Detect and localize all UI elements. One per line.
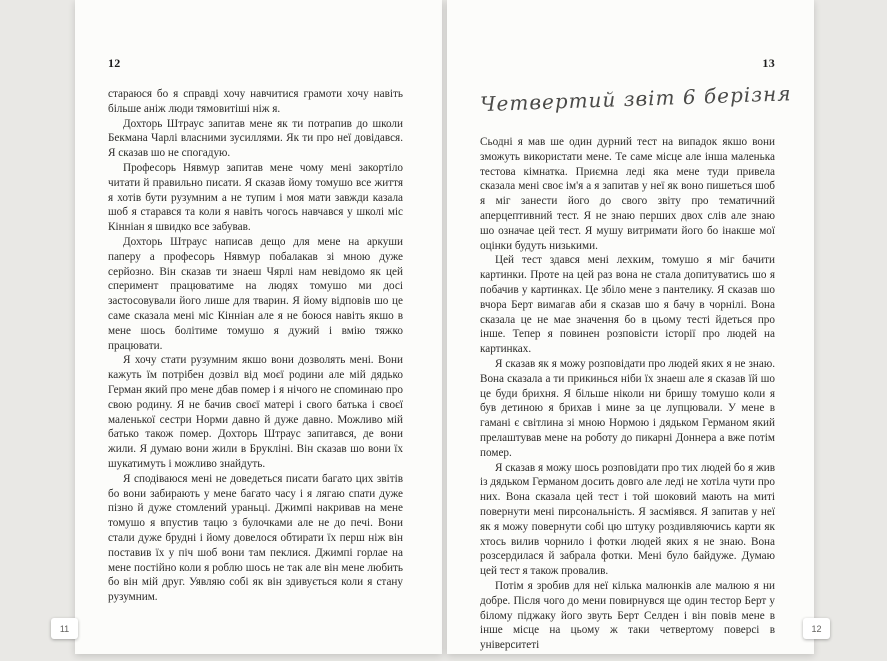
chapter-title: Четвертий звіт 6 берізня	[479, 81, 792, 117]
page-badge-left: 11	[51, 618, 78, 639]
page-right-body	[480, 135, 775, 653]
paragraph: Дохторь Штраус написав дещо для мене на аркуши паперу а професорь Нявмур побалакав зі мною дуже серйозно. Він сказав ти знаеш Чярлі нам невідомо як цей сперимент працюватиме на людях томушо ми досі застосовували його лише для тварин. Я йому відповів шо це саме сказала мені міс Кінніан але я не боюся навіть якшо в мене шось болітиме томушо я дужий і вмію тяжко працювати.	[108, 235, 403, 352]
paragraph: Потім я зробив для неї кілька малюнків але малюю я ни добре. Після чого до мени повирнувся ще один тестор Берт у білому піджаку його звуть Берт Селден і він повів мене в інше місце на цьому ж таки четвертому поверсі в університеті	[480, 579, 775, 652]
page-right[interactable]	[447, 0, 814, 654]
page-badge-right: 12	[803, 618, 830, 639]
page-left[interactable]	[75, 0, 442, 654]
paragraph: Професорь Нявмур запитав мене чому мені закортіло читати й правильно писати. Я сказав йому томушо все життя я хотів бути рузумним а не тупим і моя мати завжди казала шоб я старався та коли я навіть чогось навчався у школі міс Кінніан я швидко все забував.	[108, 161, 403, 234]
paragraph: Цей тест здався мені лехким, томушо я міг бачити картинки. Проте на цей раз вона не стала допитуватись шо я побачив у картинках. Це збіло мене з пантелику. Я сказав шо вчора Берт вимагав аби я сказав шо я бачу в чорнілі. Вона сказала це не мае значення бо в цьому тесті йдеться про інше. Тепер я повинен розповісти історії про людей на картинках.	[480, 254, 775, 356]
page-number-top-left: 12	[108, 56, 121, 70]
paragraph: Дохторь Штраус запитав мене як ти потрапив до школи Бекмана Чарлі власними зусиллями. Як ти про неї довідався. Я сказав шо не спогадую.	[108, 117, 403, 160]
paragraph: Я сподіваюся мені не доведеться писати багато цих звітів бо вони забирають у мене багато часу і я лягаю спати дуже пізно й дуже стомлений ураньці. Джимпі накривав на мене томушо я впустив тацю з булочками але не до печі. Вони стали дуже брудні і йому довелося обтирати їх перш ніж він поставив їх у піч шоб вони там пеклися. Джимпі горлае на мене постійно коли я роблю шось не так але він мене любить бо він мій друг. Уявляю собі як він здивується коли я стану рузумним.	[108, 472, 403, 604]
paragraph: Я хочу стати рузумним якшо вони дозволять мені. Вони кажуть їм потрібен дозвіл від моєї родини але мій дядько Герман який про мене дбав помер і я нічого не споминаю про свою родину. Я не бачив своєї матері і свого батька і своєї маленької сестри Норми давно й дуже давно. Можливо мій батько також помер. Дохторь Штраус запитався, де вони жили. Я думаю вони жили в Брукліні. Він сказав шо вони їх шукатимуть і можливо знайдуть.	[108, 354, 403, 470]
paragraph: Я сказав як я можу розповідати про людей яких я не знаю. Вона сказала а ти прикинься ніби їх знаеш але я сказав їй шо це буди брихня. Я більше ніколи ни бришу томушо коли я був детиною я брихав і мине за це лупцювали. У мене в гамані є світлина зі мною Нормою і дядьком Германом який прелаштував мене на роботу до пикарні Доннера а вже потім помер.	[480, 357, 775, 459]
page-number-top-right: 13	[762, 56, 775, 70]
page-left-body	[108, 87, 403, 605]
paragraph: Сьодні я мав ше один дурний тест на випадок якшо вони зможуть використати мене. Те саме місце але інша маленька тестова кімнатка. Приємна леді яка мене туди привела сказала мені своє ім'я а я запитав у неї як воно пишеться шоб я міг занести його до свого звіту про тематичний аперцептивний тест. Я не знаю перших двох слів але знаю шо означае цей тест. Я мушу витримати його бо інакше мої оцінки будуть низькими.	[480, 136, 775, 252]
paragraph: Я сказав я можу шось розповідати про тих людей бо я жив із дядьком Германом досить довго але леді не хотіла чути про них. Вона сказала цей тест і той шоковий мають на миті повернути мені пирсональність. Я засміявся. Я запитав у неї як я можу повернути собі цю штуку роздивляючись карти як хтось вилив чорнило і фотки людей яких я не знаю. Вона розсердилася й забрала фотки. Мені було байдуже. Думаю цей тест я також провалив.	[480, 461, 775, 578]
paragraph: стараюся бо я справді хочу навчитися грамоти хочу навіть більше аніж люди тямовитіші ніж я.	[108, 88, 403, 115]
